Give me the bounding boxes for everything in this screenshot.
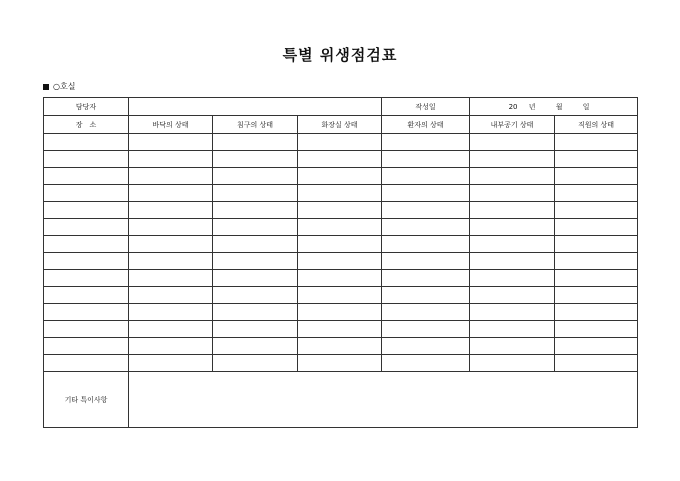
table-cell[interactable] <box>129 236 213 253</box>
table-cell[interactable] <box>382 338 470 355</box>
date-field[interactable] <box>470 98 638 116</box>
table-cell[interactable] <box>213 253 298 270</box>
table-row <box>44 270 638 287</box>
table-cell[interactable] <box>213 151 298 168</box>
table-cell[interactable] <box>44 219 129 236</box>
table-cell[interactable] <box>470 287 555 304</box>
table-cell[interactable] <box>382 253 470 270</box>
table-row <box>44 151 638 168</box>
table-cell[interactable] <box>44 270 129 287</box>
table-cell[interactable] <box>129 304 213 321</box>
table-cell[interactable] <box>129 338 213 355</box>
table-cell[interactable] <box>129 321 213 338</box>
column-header-patient: 환자의 상태 <box>382 116 470 134</box>
header-row <box>44 98 638 116</box>
table-cell[interactable] <box>129 185 213 202</box>
table-cell[interactable] <box>129 287 213 304</box>
table-cell[interactable] <box>555 219 638 236</box>
table-cell[interactable] <box>213 168 298 185</box>
table-cell[interactable] <box>555 355 638 372</box>
table-cell[interactable] <box>555 338 638 355</box>
table-cell[interactable] <box>555 202 638 219</box>
table-cell[interactable] <box>298 236 382 253</box>
column-header-row <box>44 116 638 134</box>
page-title: 특별 위생점검표 <box>282 46 398 64</box>
table-cell[interactable] <box>382 134 470 151</box>
table-cell[interactable] <box>555 151 638 168</box>
table-cell[interactable] <box>44 321 129 338</box>
table-cell[interactable] <box>470 151 555 168</box>
table-cell[interactable] <box>555 253 638 270</box>
table-cell[interactable] <box>213 304 298 321</box>
table-cell[interactable] <box>298 185 382 202</box>
table-cell[interactable] <box>470 202 555 219</box>
room-label: ○호실 <box>53 82 76 91</box>
column-header-bedding: 침구의 상태 <box>213 116 298 134</box>
table-cell[interactable] <box>129 134 213 151</box>
table-cell[interactable] <box>298 219 382 236</box>
table-row <box>44 304 638 321</box>
table-cell[interactable] <box>44 355 129 372</box>
table-row <box>44 253 638 270</box>
table-cell[interactable] <box>44 287 129 304</box>
table-cell[interactable] <box>298 253 382 270</box>
table-cell[interactable] <box>298 151 382 168</box>
manager-field[interactable] <box>129 98 382 116</box>
date-year-unit: 년 <box>528 102 536 111</box>
table-cell[interactable] <box>470 253 555 270</box>
table-row <box>44 287 638 304</box>
table-cell[interactable] <box>470 355 555 372</box>
table-cell[interactable] <box>298 202 382 219</box>
notes-field[interactable] <box>129 372 638 428</box>
table-cell[interactable] <box>44 151 129 168</box>
table-cell[interactable] <box>298 270 382 287</box>
table-cell[interactable] <box>555 287 638 304</box>
table-cell[interactable] <box>382 202 470 219</box>
table-cell[interactable] <box>382 185 470 202</box>
table-cell[interactable] <box>298 338 382 355</box>
table-cell[interactable] <box>298 168 382 185</box>
table-cell[interactable] <box>129 253 213 270</box>
table-cell[interactable] <box>470 304 555 321</box>
column-header-place: 장 소 <box>44 116 129 134</box>
table-cell[interactable] <box>382 304 470 321</box>
table-cell[interactable] <box>555 185 638 202</box>
table-cell[interactable] <box>129 355 213 372</box>
table-cell[interactable] <box>44 185 129 202</box>
table-cell[interactable] <box>555 168 638 185</box>
table-cell[interactable] <box>129 168 213 185</box>
table-cell[interactable] <box>129 151 213 168</box>
table-cell[interactable] <box>213 219 298 236</box>
table-cell[interactable] <box>298 287 382 304</box>
room-label-row <box>43 81 75 92</box>
column-header-staff: 직원의 상태 <box>555 116 638 134</box>
table-cell[interactable] <box>555 236 638 253</box>
manager-label: 담당자 <box>44 98 129 116</box>
table-cell[interactable] <box>298 134 382 151</box>
table-cell[interactable] <box>470 270 555 287</box>
table-cell[interactable] <box>470 168 555 185</box>
table-cell[interactable] <box>382 219 470 236</box>
table-row <box>44 168 638 185</box>
table-cell[interactable] <box>44 304 129 321</box>
table-cell[interactable] <box>555 134 638 151</box>
table-cell[interactable] <box>213 355 298 372</box>
column-header-restroom: 화장실 상태 <box>298 116 382 134</box>
table-cell[interactable] <box>298 321 382 338</box>
black-square-icon <box>43 84 49 90</box>
table-cell[interactable] <box>213 338 298 355</box>
notes-label: 기타 특이사항 <box>44 372 129 428</box>
table-cell[interactable] <box>129 219 213 236</box>
table-cell[interactable] <box>213 321 298 338</box>
table-cell[interactable] <box>44 168 129 185</box>
table-cell[interactable] <box>44 134 129 151</box>
table-row <box>44 219 638 236</box>
inspection-table <box>43 97 638 428</box>
table-cell[interactable] <box>382 151 470 168</box>
table-cell[interactable] <box>470 321 555 338</box>
table-cell[interactable] <box>213 134 298 151</box>
table-cell[interactable] <box>213 287 298 304</box>
table-cell[interactable] <box>382 321 470 338</box>
table-cell[interactable] <box>213 202 298 219</box>
table-cell[interactable] <box>44 236 129 253</box>
table-cell[interactable] <box>382 236 470 253</box>
table-cell[interactable] <box>44 338 129 355</box>
table-cell[interactable] <box>382 355 470 372</box>
table-cell[interactable] <box>470 134 555 151</box>
table-cell[interactable] <box>470 236 555 253</box>
table-cell[interactable] <box>213 236 298 253</box>
column-header-floor: 바닥의 상태 <box>129 116 213 134</box>
table-row <box>44 236 638 253</box>
table-cell[interactable] <box>129 202 213 219</box>
table-cell[interactable] <box>470 219 555 236</box>
table-row <box>44 355 638 372</box>
table-row <box>44 185 638 202</box>
table-cell[interactable] <box>555 321 638 338</box>
table-cell[interactable] <box>555 304 638 321</box>
table-cell[interactable] <box>129 270 213 287</box>
table-cell[interactable] <box>213 270 298 287</box>
table-cell[interactable] <box>382 168 470 185</box>
table-cell[interactable] <box>213 185 298 202</box>
date-label: 작성일 <box>382 98 470 116</box>
column-header-air: 내부공기 상태 <box>470 116 555 134</box>
table-cell[interactable] <box>382 287 470 304</box>
table-cell[interactable] <box>555 270 638 287</box>
notes-row <box>44 372 638 428</box>
table-row <box>44 134 638 151</box>
table-cell[interactable] <box>44 202 129 219</box>
date-year: 20 <box>508 102 518 111</box>
table-cell[interactable] <box>470 185 555 202</box>
date-day-unit: 일 <box>582 102 590 111</box>
table-row <box>44 202 638 219</box>
table-cell[interactable] <box>298 355 382 372</box>
table-cell[interactable] <box>44 253 129 270</box>
table-row <box>44 321 638 338</box>
table-cell[interactable] <box>298 304 382 321</box>
table-row <box>44 338 638 355</box>
date-month-unit: 월 <box>555 102 563 111</box>
table-cell[interactable] <box>470 338 555 355</box>
table-cell[interactable] <box>382 270 470 287</box>
